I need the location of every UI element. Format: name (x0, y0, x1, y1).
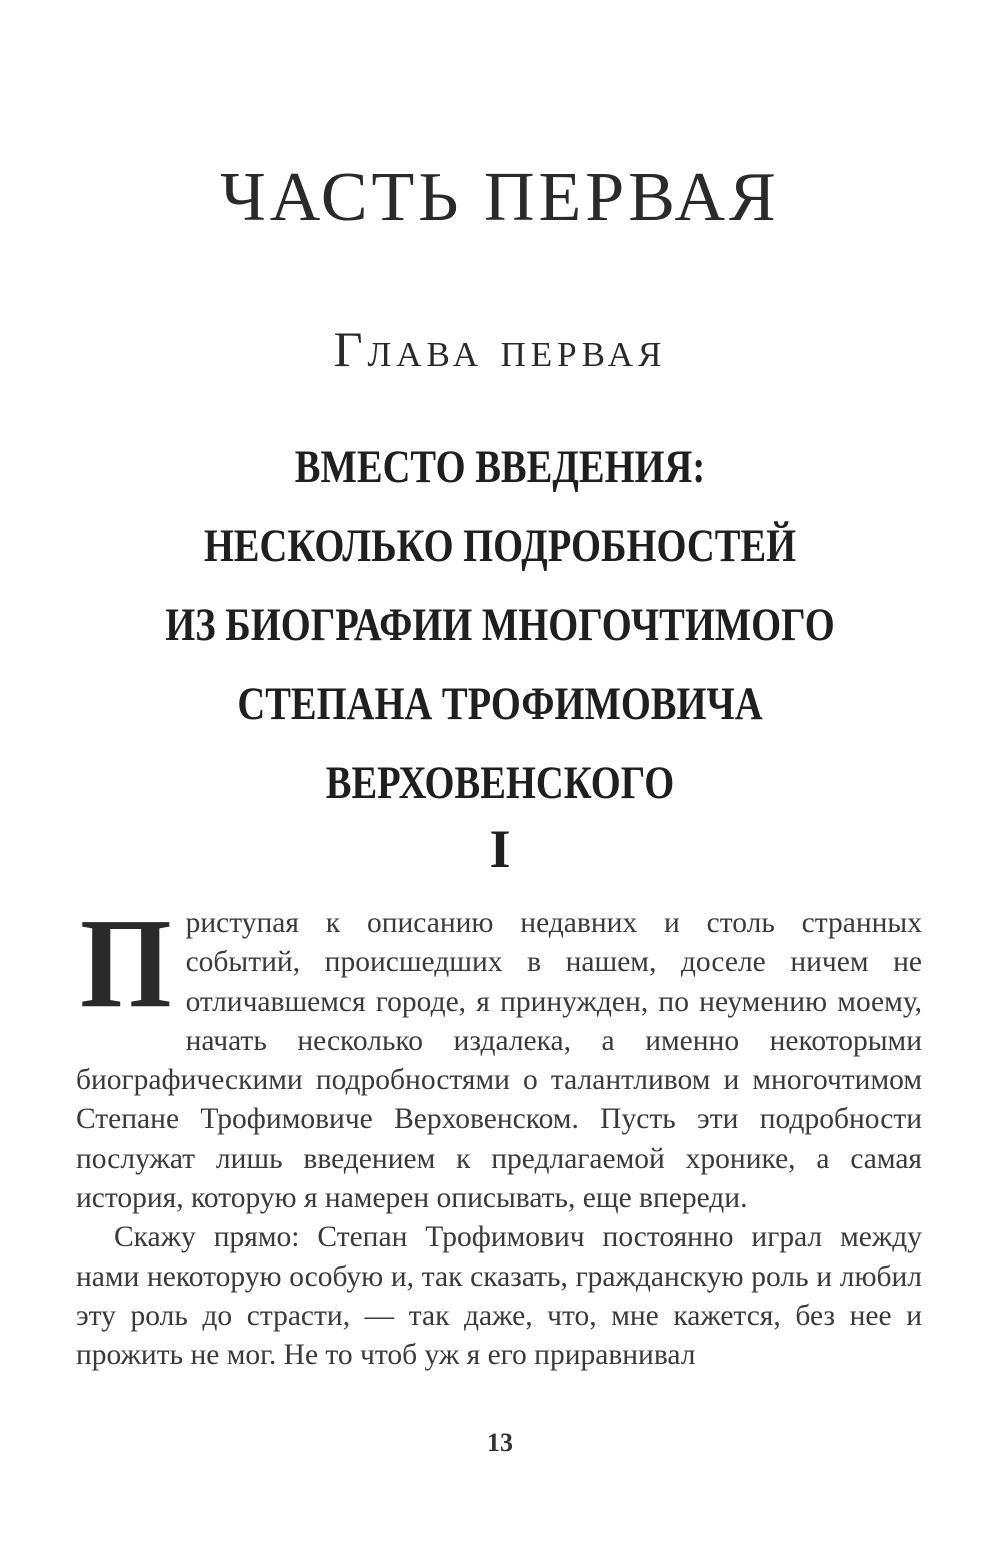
section-number: I (489, 819, 511, 879)
heading-line: НЕСКОЛЬКО ПОДРОБНОСТЕЙ (203, 520, 797, 572)
chapter-heading (90, 428, 910, 823)
drop-cap: П (79, 892, 172, 1034)
heading-line: ИЗ БИОГРАФИИ МНОГОЧТИМОГО (165, 599, 835, 651)
heading-line: СТЕПАНА ТРОФИМОВИЧА (237, 678, 763, 730)
paragraph (76, 892, 922, 1218)
heading-line: ВМЕСТО ВВЕДЕНИЯ: (294, 441, 706, 493)
chapter-title: Глава первая (333, 321, 667, 377)
paragraph-text: Скажу прямо: Степан Трофимович постоянно играл между нами некоторую особую и, так сказать, гражданскую роль и любил эту роль до страсти, — так даже, что, мне кажется, без нее и прожить не мог. Не то чтоб уж я его приравнивал (76, 1221, 922, 1372)
paragraph (76, 1218, 922, 1375)
body-text (76, 892, 922, 1376)
page-number: 13 (487, 1428, 513, 1457)
part-title: ЧАСТЬ ПЕРВАЯ (220, 159, 780, 236)
heading-line: ВЕРХОВЕНСКОГО (325, 757, 675, 809)
paragraph-text: риступая к описанию недавних и столь странных событий, происшедших в нашем, доселе ничем не отличавшемся городе, я принужден, по неумению моему, начать несколько издалека, а именно некоторыми биографическими подробностями о талантливом и многочтимом Степане Трофимовиче Верховенском. Пусть эти подробности послужат лишь введением к предлагаемой хронике, а самая история, которую я намерен описывать, еще впереди. (76, 907, 922, 1215)
